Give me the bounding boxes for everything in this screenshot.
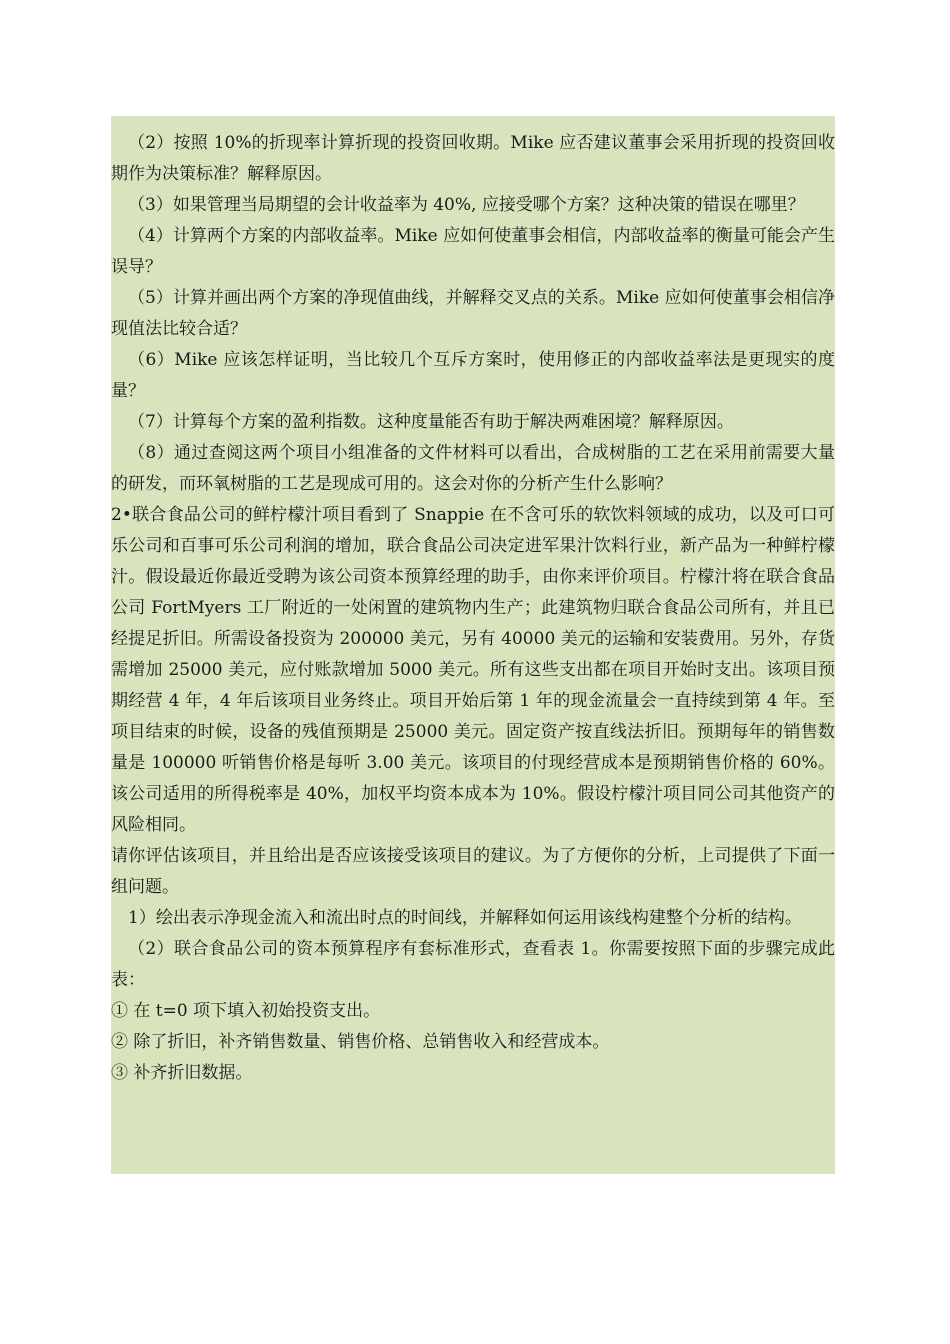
case-2-paragraph: 2•联合食品公司的鲜柠檬汁项目看到了 Snappie 在不含可乐的软饮料领域的成功，以及可口可乐公司和百事可乐公司利润的增加，联合食品公司决定进军果汁饮料行业，新产品为一种鲜柠檬汁。假设最近你最近受聘为该公司资本预算经理的助手，由你来评价项目。柠檬汁将在联合食品公司 FortMyers 工厂附近的一处闲置的建筑物内生产；此建筑物归联合食品公司所有，并且已经提足折旧。所需设备投资为 200000 美元，另有 40000 美元的运输和安装费用。另外，存货需增加 25000 美元，应付账款增加 5000 美元。所有这些支出都在项目开始时支出。该项目预期经营 4 年，4 年后该项目业务终止。项目开始后第 1 年的现金流量会一直持续到第 4 年。至项目结束的时候，设备的残值预期是 25000 美元。固定资产按直线法折旧。预期每年的销售数量是 100000 听销售价格是每听 3.00 美元。该项目的付现经营成本是预期销售价格的 60%。该公司适用的所得税率是 40%，加权平均资本成本为 10%。假设柠檬汁项目同公司其他资产的风险相同。 [111, 505, 835, 835]
sub-question-2-paragraph: （2）联合食品公司的资本预算程序有套标准形式，查看表 1。你需要按照下面的步骤完成此表： [111, 939, 835, 990]
question-2-paragraph: （2）按照 10%的折现率计算折现的投资回收期。Mike 应否建议董事会采用折现的投资回收期作为决策标准？解释原因。 [111, 133, 835, 184]
step-1-paragraph: ① 在 t=0 项下填入初始投资支出。 [111, 1001, 381, 1021]
request-paragraph: 请你评估该项目，并且给出是否应该接受该项目的建议。为了方便你的分析，上司提供了下面一组问题。 [111, 846, 835, 897]
sub-question-1-paragraph: 1）绘出表示净现金流入和流出时点的时间线，并解释如何运用该线构建整个分析的结构。 [128, 908, 802, 928]
step-3-paragraph: ③ 补齐折旧数据。 [111, 1063, 253, 1083]
question-8-paragraph: （8）通过查阅这两个项目小组准备的文件材料可以看出，合成树脂的工艺在采用前需要大量的研发，而环氧树脂的工艺是现成可用的。这会对你的分析产生什么影响？ [111, 443, 835, 494]
question-3-paragraph: （3）如果管理当局期望的会计收益率为 40%, 应接受哪个方案？这种决策的错误在哪里？ [128, 195, 805, 215]
question-6-paragraph: （6）Mike 应该怎样证明，当比较几个互斥方案时，使用修正的内部收益率法是更现实的度量？ [111, 350, 835, 401]
question-5-paragraph: （5）计算并画出两个方案的净现值曲线，并解释交叉点的关系。Mike 应如何使董事会相信净现值法比较合适？ [111, 288, 835, 339]
question-7-paragraph: （7）计算每个方案的盈利指数。这种度量能否有助于解决两难困境？解释原因。 [128, 412, 734, 432]
step-2-paragraph: ② 除了折旧，补齐销售数量、销售价格、总销售收入和经营成本。 [111, 1032, 610, 1052]
question-4-paragraph: （4）计算两个方案的内部收益率。Mike 应如何使董事会相信，内部收益率的衡量可能会产生误导？ [111, 226, 835, 277]
document-text-block [111, 116, 835, 1174]
